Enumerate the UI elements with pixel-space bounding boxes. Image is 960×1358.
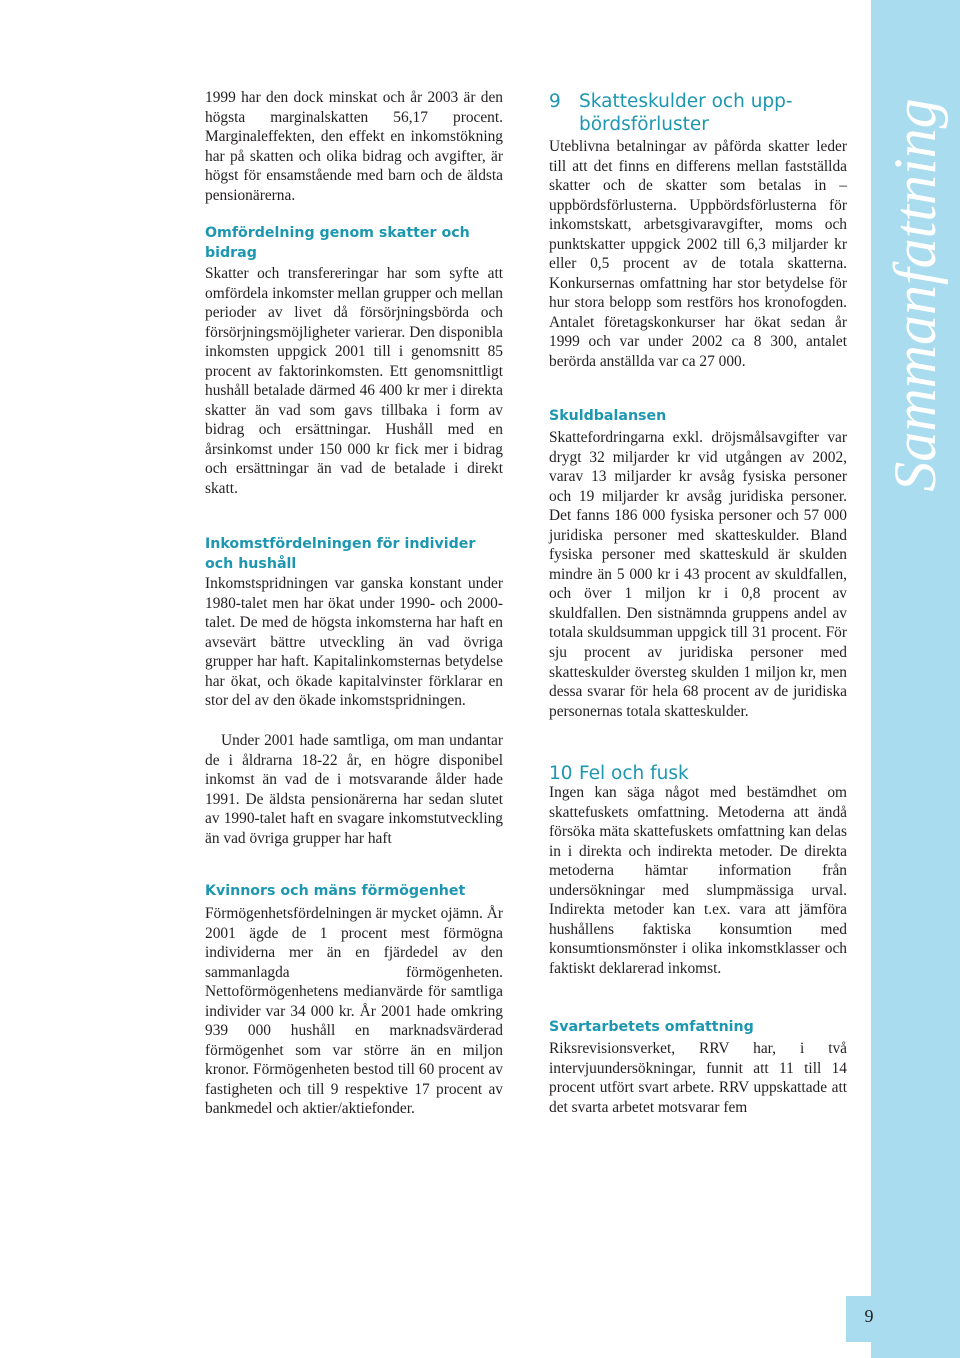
- chapter-9-title-line2: bördsförluster: [579, 114, 709, 135]
- page-number-box: [846, 1296, 892, 1342]
- paragraph-debt-balance: Skattefordringarna exkl. dröjsmålsavgifter var drygt 32 miljarder kr vid utgången av 2002, varav 13 miljarder kr avsåg fysiska personer och 19 miljarder kr avsåg juridiska personer. Det fanns 186 000 fysiska personer och 57 000 juridiska personer med skatteskulder. Bland fysiska personer med skatteskuld är skulden mindre än 5 000 kr i 43 procent av skuldfallen, och över 1 miljon kr i 0,8 procent av skuldfallen. Den sistnämnda gruppens andel av totala skuldsumman uppgick till 31 procent. För sju procent av juridiska personer med skatteskulder översteg skulden 1 miljon kr, men dessa svarar för hela 68 procent av de juridiska personernas totala skatteskulder.: [549, 429, 847, 720]
- paragraph-income-distribution-2: Under 2001 hade samtliga, om man undantar de i åldrarna 18-22 år, en högre disponibel inkomst än vad de i motsvarande ålder hade 1991. De äldsta pensionärerna har sedan slutet av 1990-talet haft en svagare inkomstutveckling än vad övriga grupper har haft: [205, 732, 503, 847]
- heading-debt-balance: Skuldbalansen: [549, 408, 667, 424]
- chapter-9-number: 9: [549, 91, 561, 112]
- paragraph-redistribution: Skatter och transfereringar har som syfte att omfördela inkomster mellan grupper och mellan perioder av livet då försörjningsbörda och försörjningsmöjligheter varierar. Den disponibla inkomsten uppgick 2001 till i genomsnitt 85 procent av faktorinkomsten. Ett genomsnittligt hushåll betalade därmed 46 400 kr mer i direkta skatter än vad som gavs tillbaka i form av bidrag och ersättningar. Hushåll med en årsinkomst under 150 000 kr fick mer i bidrag och ersättningar än vad de betalade i direkt skatt.: [205, 265, 503, 498]
- heading-redistribution: Omfördelning genom skatter och bidrag: [205, 225, 470, 261]
- paragraph-chapter-10: Ingen kan säga något med bestämdhet om skattefuskets omfattning. Metoderna att ändå försöka mäta skattefuskets omfattning kan delas in i direkta och indirekta metoder. De direkta metoderna hämtar information från undersökningar med slumpmässiga urval. Indirekta metoder kan t.ex. vara att jämföra hushållens faktiska konsumtion med konsumtionsmönster i olika inkomstklasser och faktiskt deklarerad inkomst.: [549, 784, 847, 977]
- chapter-10-title: Fel och fusk: [579, 763, 689, 784]
- heading-wealth: Kvinnors och mäns förmögenhet: [205, 883, 466, 899]
- heading-undeclared-work: Svartarbetets omfattning: [549, 1019, 754, 1035]
- paragraph-undeclared-work: Riksrevisionsverket, RRV har, i två intervjuundersökningar, funnit att 11 till 14 procent utfört svart arbete. RRV uppskattade att det svarta arbetet motsvarar fem: [549, 1040, 847, 1116]
- paragraph-income-distribution-1: Inkomstspridningen var ganska konstant under 1980-talet men har ökat under 1990- och 2000-talet. De med de högsta inkomsterna har haft en avsevärt bättre utveckling än vad övriga grupper har haft. Kapitalinkomsternas betydelse har ökat, och ökade kapitalvinster förklarar en stor del av den ökade inkomstspridningen.: [205, 575, 503, 710]
- paragraph-wealth: Förmögenhetsfördelningen är mycket ojämn. År 2001 ägde de 1 procent mest förmögna individerna mer än en fjärdedel av den sammanlagda förmögenheten. Nettoförmögenhetens medianvärde för samtliga individer var 34 000 kr. År 2001 hade omkring 939 000 hushåll en marknadsvärderad förmögenhet som var större än en miljon kronor. Förmögenheten bestod till 60 procent av fastigheten och till 9 respektive 17 procent av bankmedel och aktier/aktiefonder.: [205, 905, 503, 1118]
- chapter-9-heading: [549, 90, 847, 136]
- heading-income-distribution: Inkomstfördelningen för individer och hushåll: [205, 536, 476, 572]
- intro-paragraph: 1999 har den dock minskat och år 2003 är den högsta marginalskatten 56,17 procent. Marginaleffekten, den effekt en inkomstökning har på skatten och olika bidrag och avgifter, är högst för ensamstående med barn och de äldsta pensionärerna.: [205, 89, 503, 204]
- chapter-10-number: 10: [549, 763, 573, 784]
- sidebar-title-text: Sammanfattning: [882, 98, 948, 492]
- paragraph-chapter-9: Uteblivna betalningar av påförda skatter leder till att det finns en differens mellan fastställda skatter och de skatter som betalas in – uppbördsförlusterna. Uppbördsförlusterna för inkomstskatt, arbetsgivaravgifter, moms och punktskatter uppgick 2002 till 6,3 miljarder kr eller 0,5 procent av de totala skatterna. Konkursernas omfattning har stor betydelse för hur stora belopp som restförs hos kronofogden. Antalet företagskonkurser har ökat sedan år 1999 och var under 2002 ca 8 300, antalet berörda anställda var ca 27 000.: [549, 138, 847, 371]
- sidebar-band: [871, 0, 960, 1358]
- sidebar-title: [871, 0, 960, 590]
- chapter-9-title-line1: Skatteskulder och upp-: [579, 91, 793, 112]
- page-number: 9: [864, 1306, 874, 1326]
- chapter-10-heading: [549, 762, 847, 785]
